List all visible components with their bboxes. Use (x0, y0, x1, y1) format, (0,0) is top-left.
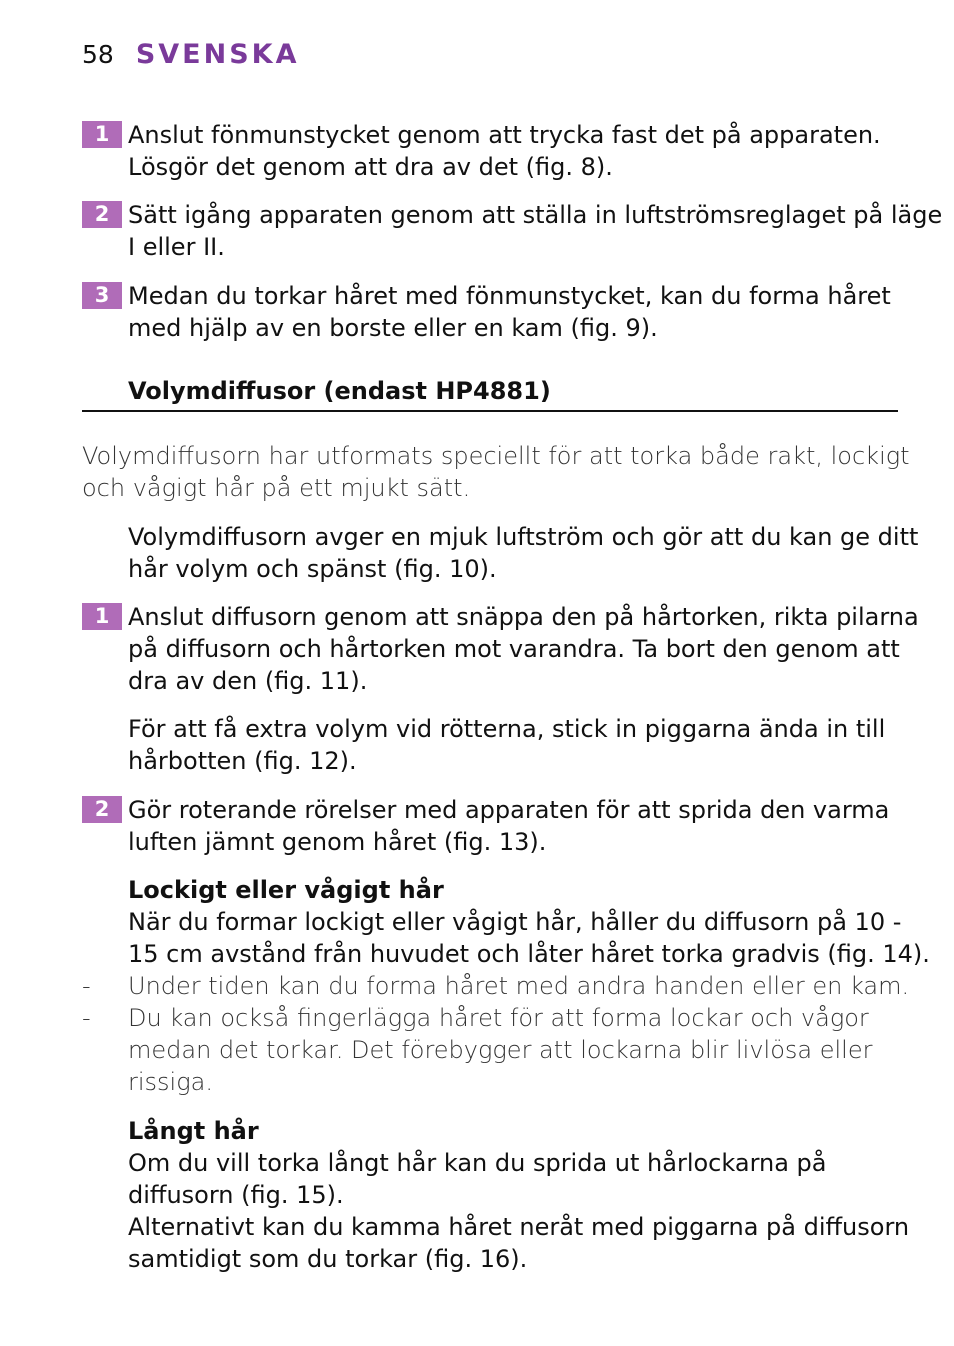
page-number: 58 (82, 39, 114, 69)
curly-line: När du formar lockigt eller vågigt hår, håller du diffusorn på 10 - (128, 908, 902, 936)
bullet-item (82, 970, 910, 1002)
bullet-line: Under tiden kan du forma håret med andra handen eller en kam. (128, 972, 910, 1000)
step-number-badge: 3 (82, 282, 122, 309)
note-line: För att få extra volym vid rötterna, stick in piggarna ända in till (128, 715, 886, 743)
curly-line: 15 cm avstånd från huvudet och låter håret torka gradvis (fig. 14). (128, 940, 930, 968)
bullet-dash: - (82, 1004, 91, 1032)
heading-divider (82, 410, 898, 412)
step-text-line: Anslut diffusorn genom att snäppa den på hårtorken, rikta pilarna (128, 603, 919, 631)
bullet-line: Du kan också fingerlägga håret för att forma lockar och vågor (128, 1004, 869, 1032)
step-number-badge: 2 (82, 796, 122, 823)
step-text-line: på diffusorn och hårtorken mot varandra. Ta bort den genom att (128, 635, 900, 663)
step-number-badge: 1 (82, 603, 122, 630)
long-line: samtidigt som du torkar (fig. 16). (128, 1245, 528, 1273)
long-line: diffusorn (fig. 15). (128, 1181, 344, 1209)
note-paragraph (128, 521, 919, 585)
step-text-line: Anslut fönmunstycket genom att trycka fast det på apparaten. (128, 121, 881, 149)
subheading: Långt hår (128, 1117, 259, 1145)
step-1-nozzle (82, 119, 902, 183)
step-1-attach-diffusor (82, 601, 919, 697)
note-line: Volymdiffusorn avger en mjuk luftström och gör att du kan ge ditt (128, 523, 919, 551)
step-text-line: Medan du torkar håret med fönmunstycket, kan du forma håret (128, 282, 891, 310)
section-heading: Volymdiffusor (endast HP4881) (128, 377, 551, 405)
step-number-badge: 1 (82, 121, 122, 148)
page-header (82, 36, 299, 72)
step-number-badge: 2 (82, 201, 122, 228)
step-3-shape (82, 280, 902, 344)
intro-line: Volymdiffusorn har utformats speciellt för att torka både rakt, lockigt (82, 442, 910, 470)
step-text-line: luften jämnt genom håret (fig. 13). (128, 828, 547, 856)
bullet-line: rissiga. (128, 1068, 213, 1096)
long-hair-section (128, 1115, 908, 1275)
step-2-rotate (82, 794, 902, 858)
step-2-switch-on (82, 199, 943, 263)
subheading: Lockigt eller vågigt hår (128, 876, 444, 904)
note-paragraph (128, 713, 908, 777)
bullet-item (82, 1002, 902, 1098)
curly-hair-section (128, 874, 930, 970)
step-text-line: Lösgör det genom att dra av det (fig. 8). (128, 153, 613, 181)
bullet-dash: - (82, 972, 91, 1000)
step-text-line: dra av den (fig. 11). (128, 667, 368, 695)
section-title: SVENSKA (135, 38, 300, 70)
bullet-line: medan det torkar. Det förebygger att lockarna blir livlösa eller (128, 1036, 873, 1064)
long-line: Alternativt kan du kamma håret neråt med piggarna på diffusorn (128, 1213, 910, 1241)
intro-line: och vågigt hår på ett mjukt sätt. (82, 474, 471, 502)
note-line: hår volym och spänst (fig. 10). (128, 555, 497, 583)
intro-paragraph (82, 440, 912, 504)
step-text-line: Sätt igång apparaten genom att ställa in luftströmsreglaget på läge (128, 201, 943, 229)
step-text-line: I eller II. (128, 233, 225, 261)
step-text-line: med hjälp av en borste eller en kam (fig. 9). (128, 314, 658, 342)
long-line: Om du vill torka långt hår kan du sprida ut hårlockarna på (128, 1149, 827, 1177)
note-line: hårbotten (fig. 12). (128, 747, 357, 775)
step-text-line: Gör roterande rörelser med apparaten för att sprida den varma (128, 796, 890, 824)
